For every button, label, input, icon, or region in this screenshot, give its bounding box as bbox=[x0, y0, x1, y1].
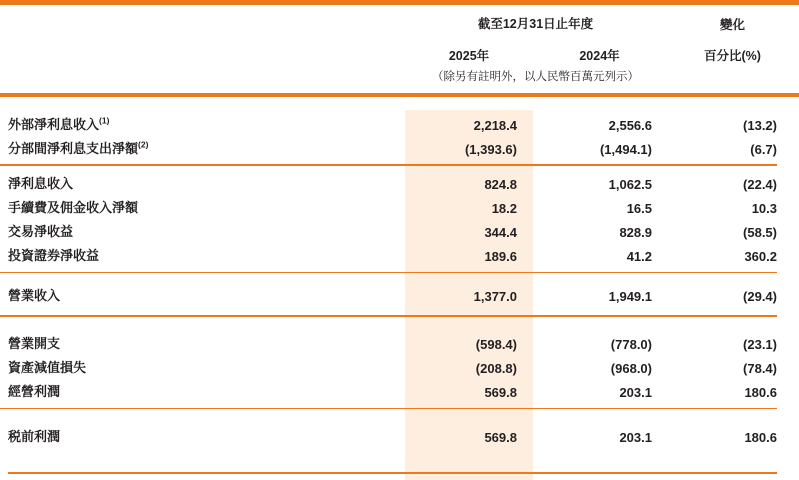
spacer bbox=[0, 306, 799, 315]
row-value-2024: 41.2 bbox=[626, 249, 652, 264]
row-value-change: (58.5) bbox=[743, 225, 777, 240]
header-units-row bbox=[0, 67, 799, 93]
row-value-change: 10.3 bbox=[751, 201, 777, 216]
header-empty-cell bbox=[0, 5, 405, 36]
table-bottom-rule bbox=[8, 472, 777, 474]
row-value-2024: (968.0) bbox=[610, 361, 652, 376]
header-period-title: 截至12月31日止年度 bbox=[477, 17, 594, 31]
row-value-2025: (598.4) bbox=[475, 337, 517, 352]
row-value-2025: 1,377.0 bbox=[473, 288, 517, 304]
header-title-row bbox=[0, 5, 799, 36]
header-columns-row bbox=[0, 36, 799, 67]
row-value-2024: 1,062.5 bbox=[608, 177, 652, 192]
table-row bbox=[0, 243, 799, 267]
table-row bbox=[0, 195, 799, 219]
table-row bbox=[0, 331, 799, 355]
row-value-change: (23.1) bbox=[743, 337, 777, 352]
table-row bbox=[0, 355, 799, 379]
row-value-2025: 569.8 bbox=[484, 429, 517, 445]
row-value-2024: 203.1 bbox=[619, 385, 652, 400]
table-row bbox=[0, 111, 799, 135]
row-value-2025: 2,218.4 bbox=[473, 117, 517, 133]
row-value-change: 360.2 bbox=[744, 249, 777, 264]
header-year-2025: 2025年 bbox=[448, 49, 490, 63]
table-row bbox=[0, 219, 799, 243]
row-value-change: (22.4) bbox=[743, 177, 777, 192]
row-value-2025: (208.8) bbox=[475, 361, 517, 376]
header-change-label: 變化 bbox=[719, 18, 745, 32]
row-label: 投資證券淨收益 bbox=[8, 248, 100, 263]
footnote-marker: (2) bbox=[138, 139, 149, 150]
row-value-2025: (1,393.6) bbox=[464, 141, 517, 157]
row-label: 分部間淨利息支出淨額$^{(2)}$ bbox=[8, 139, 149, 156]
table-header bbox=[0, 0, 799, 97]
row-value-change: (6.7) bbox=[750, 141, 777, 157]
row-label: 税前利潤 bbox=[8, 428, 61, 444]
row-value-2024: 1,949.1 bbox=[608, 288, 652, 304]
table-row bbox=[0, 171, 799, 195]
row-label: 營業開支 bbox=[8, 336, 61, 351]
table-row bbox=[0, 379, 799, 403]
row-value-2025: 569.8 bbox=[484, 385, 517, 400]
row-value-2024: (1,494.1) bbox=[599, 141, 652, 157]
row-value-change: (13.2) bbox=[743, 117, 777, 133]
row-value-2025: 189.6 bbox=[484, 249, 517, 264]
row-value-change: 180.6 bbox=[744, 429, 777, 445]
row-label: 資產減值損失 bbox=[8, 360, 87, 375]
table-body bbox=[0, 97, 799, 447]
row-value-change: (78.4) bbox=[743, 361, 777, 376]
spacer bbox=[0, 317, 799, 331]
row-value-2024: 2,556.6 bbox=[608, 117, 652, 133]
spacer bbox=[0, 97, 799, 111]
spacer bbox=[0, 273, 799, 282]
row-label: 手續費及佣金收入淨額 bbox=[8, 200, 139, 215]
table-row bbox=[0, 135, 799, 159]
table-row bbox=[0, 423, 799, 447]
spacer bbox=[0, 409, 799, 423]
row-value-2025: 18.2 bbox=[491, 201, 517, 216]
header-empty-cell-3 bbox=[0, 67, 405, 93]
row-value-2024: 16.5 bbox=[626, 201, 652, 216]
row-label: 經營利潤 bbox=[8, 384, 61, 399]
header-year-2024: 2024年 bbox=[579, 49, 620, 63]
row-value-change: 180.6 bbox=[744, 385, 777, 400]
header-change-percent: 百分比(%) bbox=[704, 49, 761, 63]
row-value-2025: 344.4 bbox=[484, 225, 517, 240]
row-value-2024: (778.0) bbox=[610, 337, 652, 352]
header-empty-cell-2 bbox=[0, 36, 405, 67]
row-value-change: (29.4) bbox=[743, 288, 777, 304]
row-value-2024: 203.1 bbox=[619, 429, 652, 445]
row-value-2024: 828.9 bbox=[619, 225, 652, 240]
row-label: 外部淨利息收入$^{(1)}$ bbox=[8, 115, 110, 132]
table-row bbox=[0, 282, 799, 306]
row-value-2025: 824.8 bbox=[484, 177, 517, 192]
row-label: 營業收入 bbox=[8, 287, 61, 303]
footnote-marker: (1) bbox=[99, 115, 110, 126]
row-label: 交易淨收益 bbox=[8, 224, 74, 239]
header-units-note: （除另有註明外，以人民幣百萬元列示） bbox=[432, 71, 639, 83]
header-empty-cell-4 bbox=[666, 67, 799, 93]
row-label: 淨利息收入 bbox=[8, 176, 74, 191]
